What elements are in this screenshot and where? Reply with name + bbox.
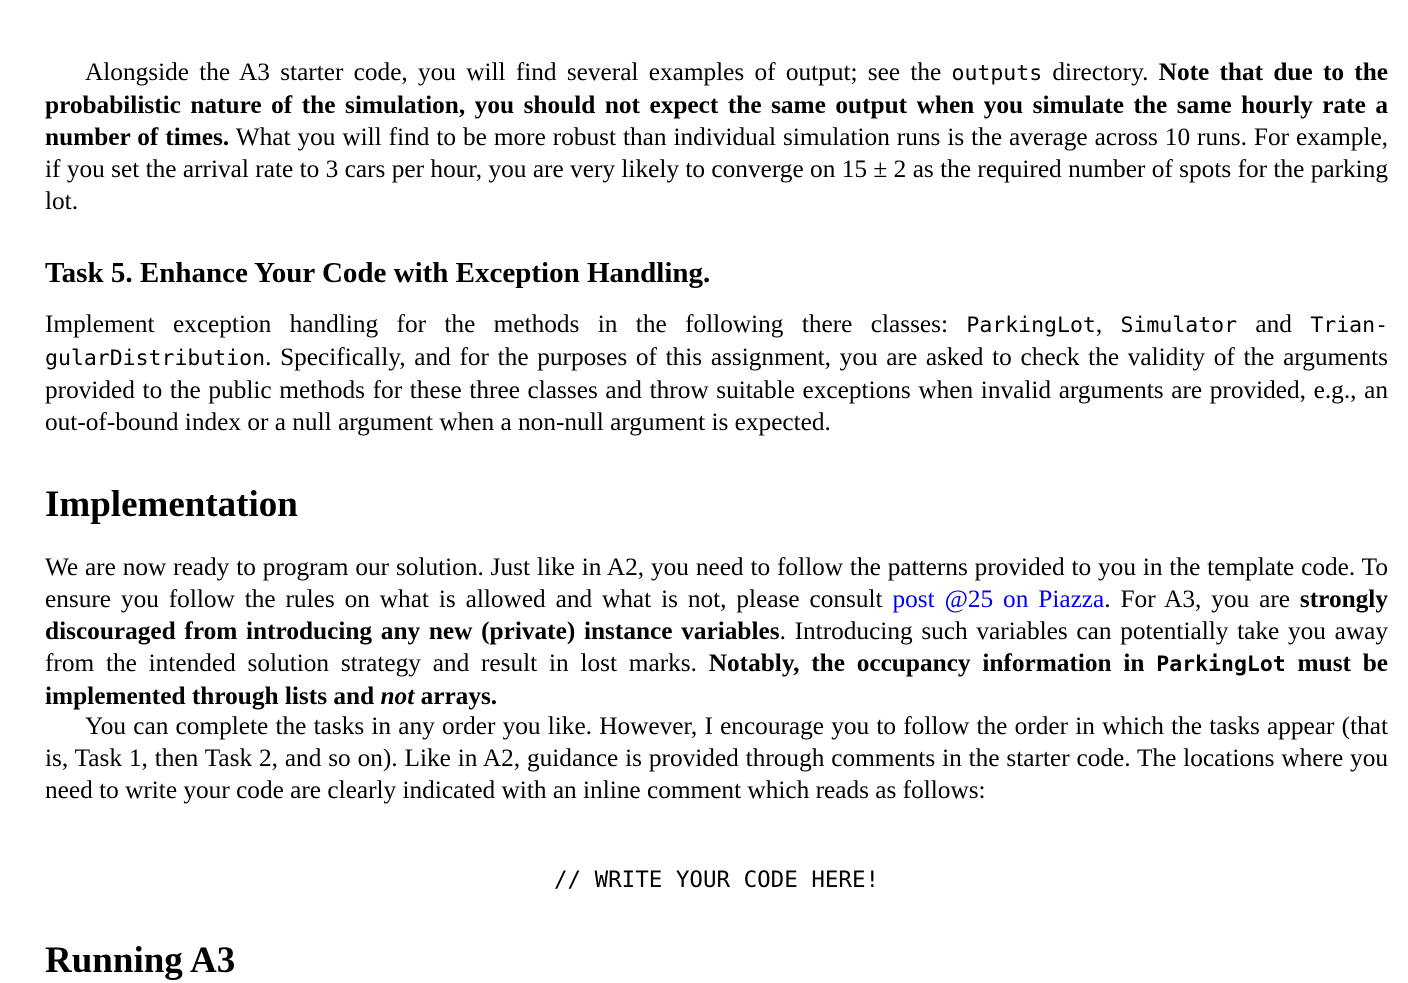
implementation-paragraph-2 (45, 711, 1388, 807)
task5-and: and (1255, 310, 1292, 338)
code-comment: // WRITE YOUR CODE HERE! (553, 867, 880, 893)
intro-text-3: What you will find to be more robust than individual simulation runs is the average across 10 runs. For example, if you set the arrival rate to 3 cars per hour, you are very likely to converge on 15 ± 2 as the required number of spots for the parking lot. (45, 122, 1389, 215)
impl-text-2: . For A3, you are (1104, 584, 1290, 613)
task5-paragraph (45, 309, 1388, 439)
impl-italic-not: not (380, 681, 415, 710)
implementation-heading: Implementation (45, 484, 298, 525)
task5-heading: Task 5. Enhance Your Code with Exception Handling. (45, 257, 711, 289)
intro-bold-note: Note that due to the probabilistic nature of the simulation, you should not expect the same output when you simulate the same hourly rate a number of times. (45, 58, 1389, 151)
intro-text-2: directory. (1052, 58, 1149, 86)
task5-text-2: . Specifically, and for the purposes of this assignment, you are asked to check the validity of the arguments provided to the public methods for these three classes and throw suitable exceptions when invalid arguments are provided, e.g., an out-of-bound index or a null argument when a non-null argument is expected. (45, 342, 1388, 436)
running-a3-heading: Running A3 (45, 940, 236, 981)
parkinglot-code: ParkingLot (966, 313, 1096, 338)
impl-text-4: You can complete the tasks in any order you like. However, I encourage you to follow the order in which the tasks appear (that is, Task 1, then Task 2, and so on). Like in A2, guidance is provided through comments in the starter code. The locations where you need to write your code are clearly indicated with an inline comment which reads as follows: (45, 712, 1388, 804)
piazza-post-link[interactable]: post @25 on Piazza (892, 584, 1105, 613)
triangular-distribution-code: TriangularDistribution (45, 313, 1389, 371)
impl-bold-text: Notably, the occupancy information in (708, 648, 1145, 677)
impl-bold-discouraged: strongly discouraged from introducing any new (private) instance variables (45, 584, 1388, 645)
simulator-code: Simulator (1120, 313, 1238, 338)
intro-paragraph (45, 57, 1388, 218)
impl-text-3: . Introducing such variables can potentially take you away from the intended solution strategy and result in lost marks. (45, 616, 1388, 677)
task5-comma: , (1095, 310, 1103, 338)
intro-text: Alongside the A3 starter code, you will find several examples of output; see the (85, 58, 942, 86)
impl-bold-text-3: arrays. (420, 681, 498, 710)
task5-text: Implement exception handling for the methods in the following there classes: (45, 310, 949, 338)
implementation-paragraph-1 (45, 552, 1388, 713)
outputs-code: outputs (951, 61, 1043, 86)
impl-text: We are now ready to program our solution. Just like in A2, you need to follow the patterns provided to you in the template code. To ensure you follow the rules on what is allowed and what is not, please consult (45, 553, 1388, 613)
impl-parkinglot-code: ParkingLot (1156, 651, 1286, 677)
impl-bold-text-2: must be implemented through lists and (45, 648, 1389, 710)
